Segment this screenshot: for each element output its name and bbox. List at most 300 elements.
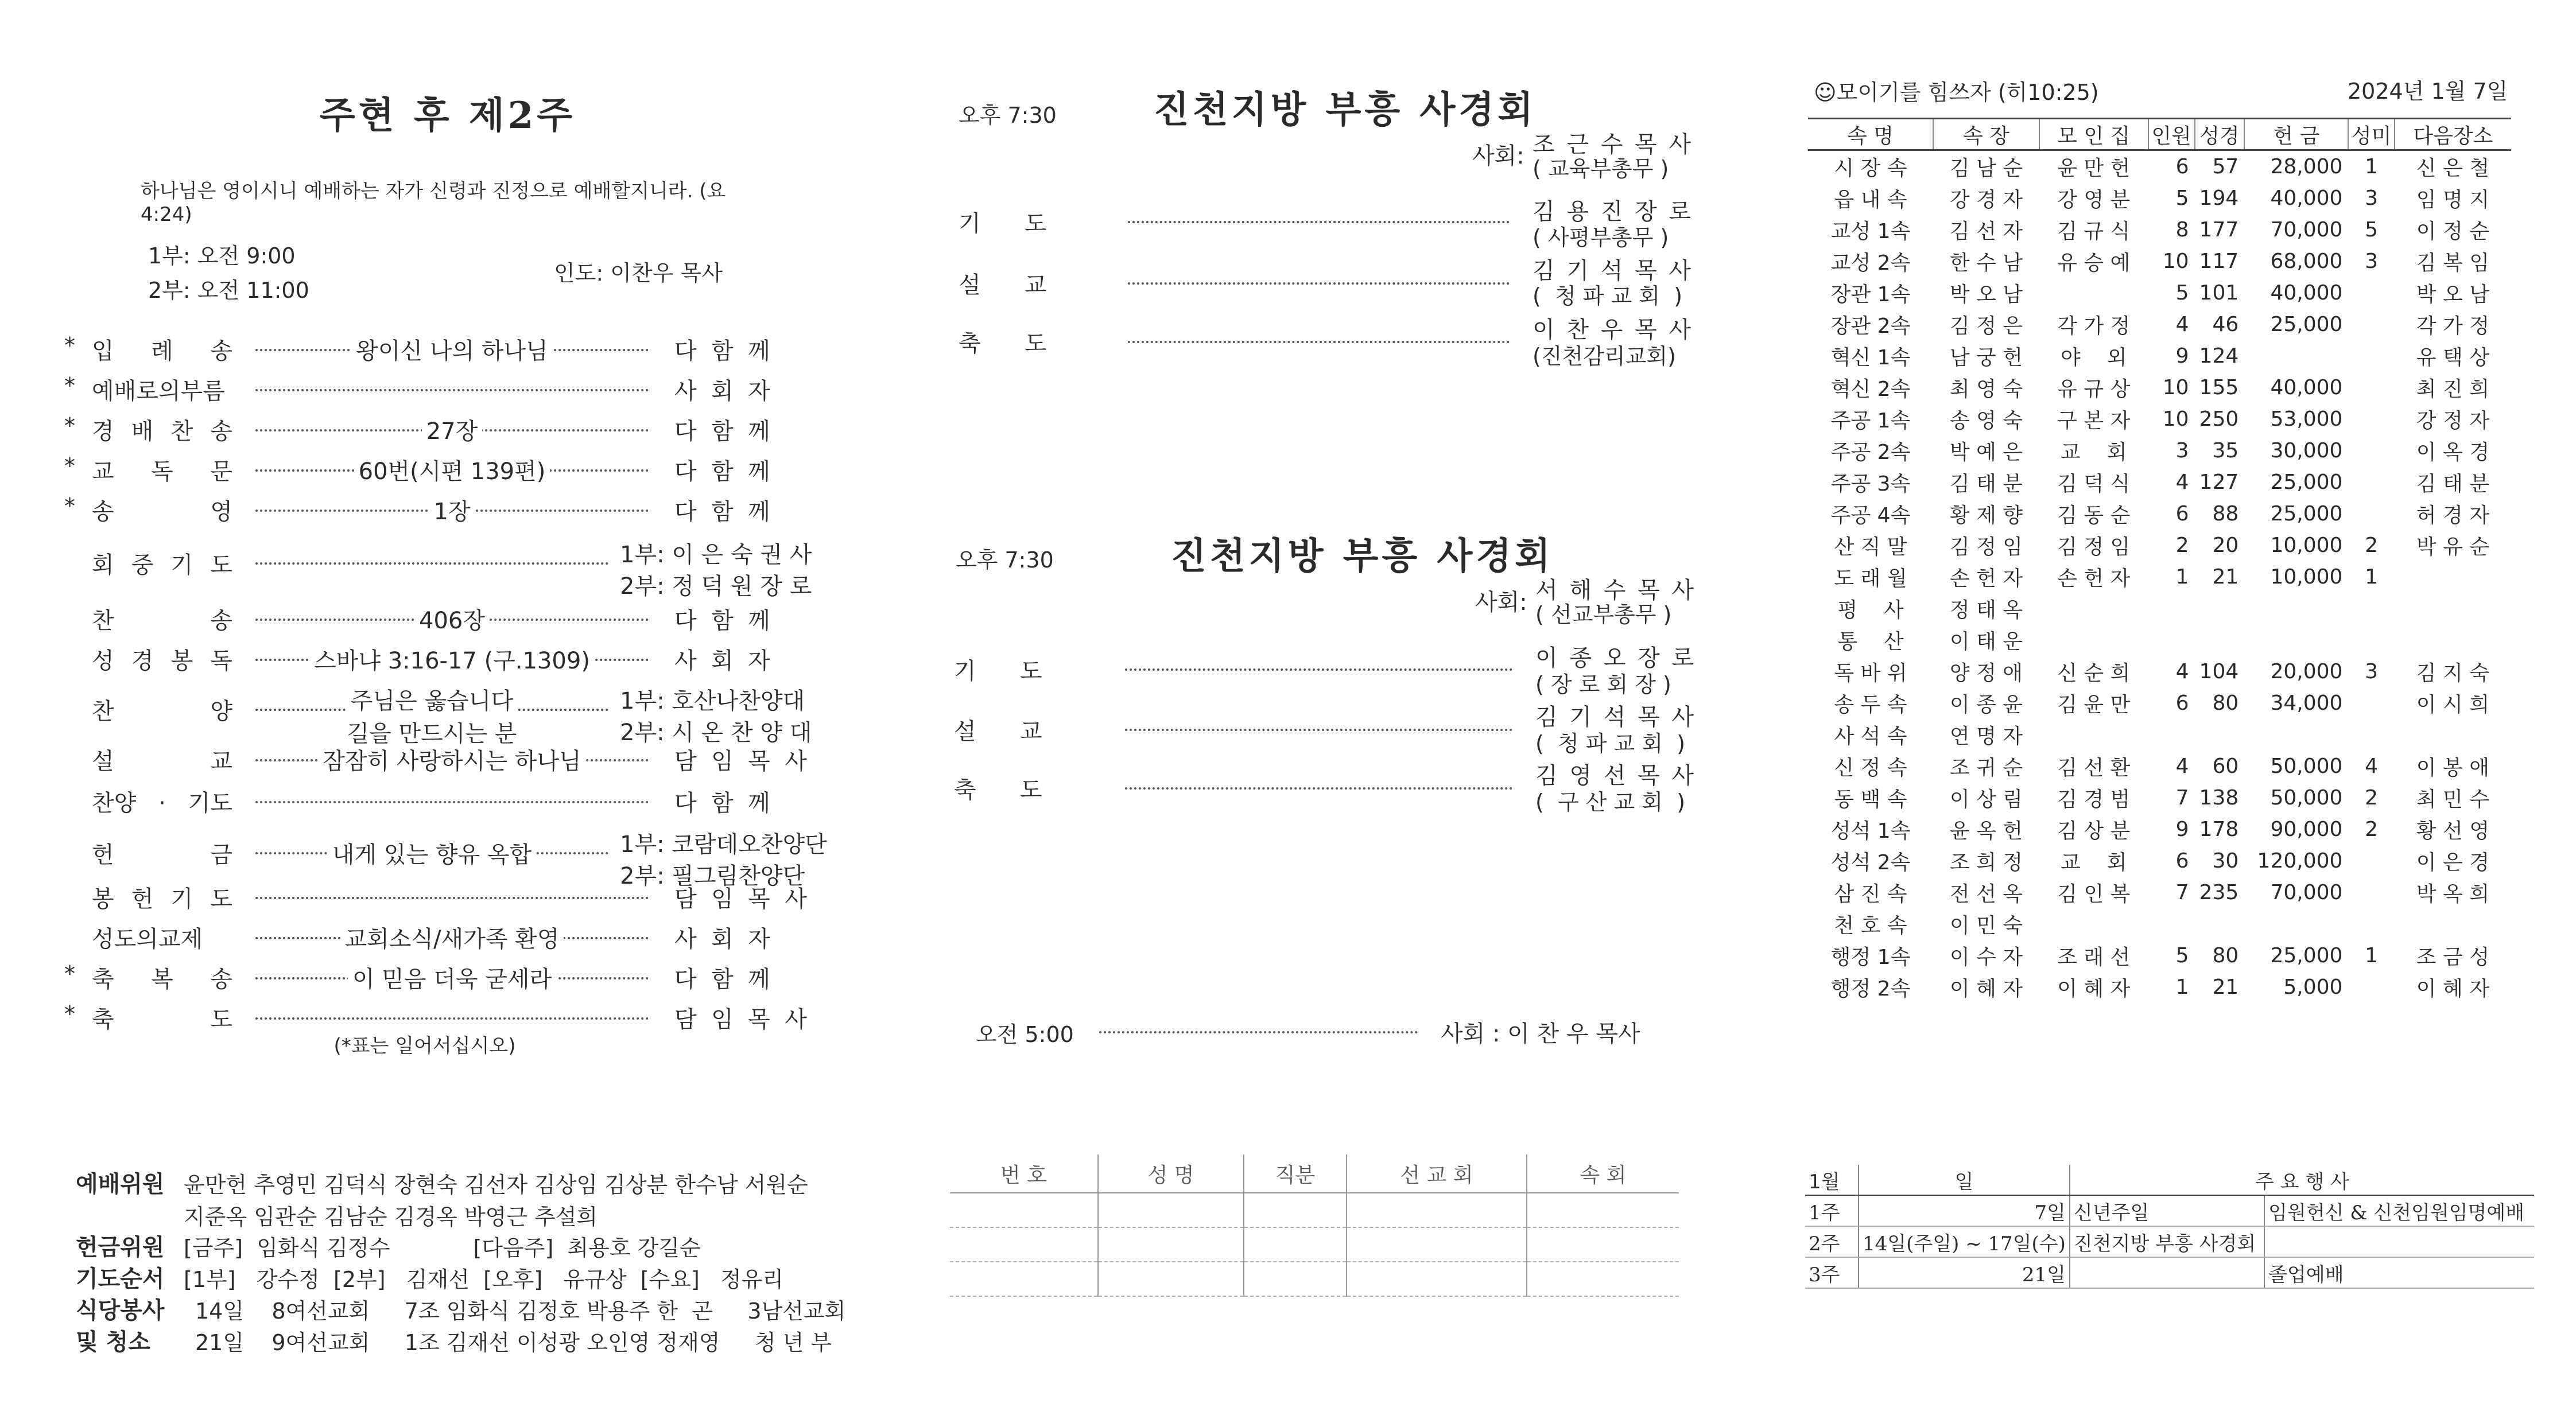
table-cell — [2348, 719, 2394, 751]
table-cell: 5,000 — [2283, 975, 2343, 999]
table-cell: 조 희 정 — [1949, 851, 2023, 874]
table-cell: 28,000 — [2270, 155, 2343, 178]
table-cell: 6 — [2175, 155, 2189, 178]
order-content: 길을 만드시는 분 — [343, 721, 522, 747]
order-person: 사 회 자 — [674, 378, 770, 405]
table-cell: 138 — [2199, 786, 2239, 810]
table-cell: 유 택 상 — [2416, 346, 2489, 370]
table-cell: 손 헌 자 — [2057, 567, 2131, 590]
table-cell: 전 선 옥 — [1949, 882, 2023, 906]
table-cell — [2395, 719, 2511, 751]
order-person: 2부: 필그림찬양단 — [620, 863, 805, 889]
schedule-cell: 2주 — [1805, 1226, 1859, 1257]
table-cell: 김 덕 식 — [2057, 472, 2131, 496]
table-cell — [2039, 624, 2148, 656]
leader-dots — [1125, 668, 1512, 671]
table-row — [1808, 782, 2511, 814]
table-cell: 김 정 임 — [2057, 535, 2131, 559]
table-cell: 9 — [2175, 818, 2189, 841]
meeting-time: 오후 7:30 — [959, 103, 1057, 128]
table-cell: 박 유 순 — [2416, 535, 2489, 559]
order-person: 2부: 시 온 찬 양 대 — [620, 720, 812, 746]
table-cell — [2348, 624, 2394, 656]
item-role: ( 사평부총무 ) — [1533, 225, 1669, 250]
schedule-cell: 졸업예배 — [2264, 1257, 2534, 1288]
table-cell: 3 — [2365, 250, 2379, 273]
table-cell: 박 옥 희 — [2416, 882, 2489, 906]
table-cell: 8 — [2175, 218, 2189, 242]
host-name: 서 해 수 목 사 — [1535, 577, 1697, 604]
order-content: 교회소식/새가족 환영 — [340, 926, 564, 952]
order-person: 1부: 코람데오찬양단 — [620, 831, 827, 858]
table-cell: 윤 만 헌 — [2057, 157, 2131, 180]
host-role: ( 교육부총무 ) — [1533, 156, 1669, 181]
table-cell: 117 — [2199, 250, 2239, 273]
table-cell: 10,000 — [2270, 565, 2343, 589]
table-cell — [2348, 372, 2394, 403]
table-cell: 김 상 분 — [2057, 819, 2131, 843]
schedule-cell: 3주 — [1805, 1257, 1859, 1288]
table-cell: 70,000 — [2270, 881, 2343, 904]
table-cell: 21 — [2212, 975, 2239, 999]
table-cell: 177 — [2199, 218, 2239, 242]
table-cell: 임 명 지 — [2416, 188, 2489, 212]
stand-marker: * — [64, 961, 75, 986]
table-cell: 120,000 — [2257, 849, 2343, 873]
table-cell: 주공 4속 — [1830, 504, 1911, 527]
table-cell: 88 — [2212, 502, 2239, 526]
table-cell: 4 — [2175, 471, 2189, 494]
table-cell: 주공 3속 — [1830, 472, 1911, 496]
schedule-cell: 7일 — [1859, 1195, 2070, 1226]
table-cell: 101 — [2199, 281, 2239, 305]
table-cell: 53,000 — [2270, 407, 2343, 431]
meeting-time: 오후 7:30 — [956, 547, 1054, 573]
table-cell: 김 규 식 — [2057, 220, 2131, 243]
table-row — [1808, 940, 2511, 971]
order-content: 주님은 옳습니다 — [346, 688, 518, 714]
table-cell: 80 — [2212, 944, 2239, 967]
schedule-table — [1805, 1165, 2534, 1289]
table-cell — [2395, 908, 2511, 940]
table-cell: 주공 2속 — [1830, 441, 1911, 464]
table-cell — [2395, 624, 2511, 656]
schedule-cell — [2070, 1257, 2264, 1288]
visitor-row — [950, 1193, 1679, 1227]
table-cell — [2039, 277, 2148, 309]
table-cell — [2348, 593, 2394, 624]
item-name: 김 용 진 장 로 — [1533, 199, 1694, 225]
leader-dots — [1099, 1031, 1418, 1033]
table-cell: 10 — [2162, 376, 2189, 399]
table-cell: 이 상 림 — [1949, 788, 2023, 811]
committee-label: 헌금위원 — [76, 1234, 165, 1261]
table-row — [1808, 403, 2511, 435]
table-cell: 60 — [2212, 755, 2239, 778]
table-row — [1808, 814, 2511, 845]
order-person: 담 임 목 사 — [674, 748, 807, 775]
table-row — [1808, 561, 2511, 593]
table-cell — [2348, 498, 2394, 530]
table-cell: 5 — [2175, 281, 2189, 305]
attendance-header: ☺모이기를 힘쓰자 (히10:25) — [1814, 80, 2099, 105]
table-cell: 송 두 속 — [1834, 693, 1907, 717]
committee-label: 식당봉사 — [76, 1297, 165, 1324]
order-label: 축 도 — [92, 1006, 232, 1033]
table-cell: 강 정 자 — [2416, 409, 2489, 433]
schedule-row — [1805, 1226, 2534, 1257]
order-person: 다 함 께 — [674, 458, 770, 485]
table-cell: 양 정 애 — [1949, 662, 2023, 685]
table-cell: 50,000 — [2270, 755, 2343, 778]
table-cell: 3 — [2175, 439, 2189, 462]
bulletin-date: 2024년 1월 7일 — [2348, 79, 2508, 104]
item-role: ( 구 산 교 회 ) — [1535, 790, 1686, 815]
committee-text: 21일 9여선교회 1조 김재선 이성광 오인영 정재영 청 년 부 — [195, 1330, 832, 1355]
table-cell: 이 시 희 — [2416, 693, 2489, 717]
table-row — [1808, 182, 2511, 214]
table-cell: 70,000 — [2270, 218, 2343, 242]
schedule-row — [1805, 1195, 2534, 1226]
table-cell: 교 회 — [2061, 441, 2127, 464]
table-cell: 성석 1속 — [1830, 819, 1911, 843]
table-row — [1808, 498, 2511, 530]
stand-marker: * — [64, 1001, 75, 1027]
order-person: 담 임 목 사 — [674, 1006, 807, 1033]
leader-dots — [1128, 341, 1510, 343]
table-cell: 104 — [2199, 660, 2239, 683]
table-cell — [2348, 845, 2394, 877]
table-cell: 김 선 환 — [2057, 756, 2131, 780]
table-cell: 신 순 희 — [2057, 662, 2131, 685]
table-cell: 김 정 은 — [1949, 314, 2023, 338]
table-cell: 삼 진 속 — [1834, 882, 1907, 906]
table-cell: 최 민 수 — [2416, 788, 2489, 811]
table-cell — [2348, 435, 2394, 466]
table-row — [1808, 246, 2511, 277]
item-name: 이 종 오 장 로 — [1535, 645, 1697, 671]
table-row — [1808, 340, 2511, 372]
table-cell: 10,000 — [2270, 534, 2343, 557]
table-cell — [2039, 719, 2148, 751]
table-cell — [2348, 340, 2394, 372]
order-person: 2부: 정 덕 원 장 로 — [620, 573, 812, 600]
table-cell: 장관 1속 — [1830, 283, 1911, 306]
order-label: 예배로의부름 — [92, 378, 225, 405]
order-label: 경 배 찬 송 — [92, 418, 232, 445]
committee-label: 및 청소 — [76, 1329, 150, 1355]
table-cell: 3 — [2365, 660, 2379, 683]
table-cell — [2348, 971, 2394, 1003]
table-cell: 독 바 위 — [1834, 662, 1907, 685]
table-cell: 사 석 속 — [1834, 725, 1907, 748]
committee-label: 기도순서 — [76, 1266, 165, 1292]
order-label: 입 례 송 — [92, 338, 232, 364]
table-row — [1808, 877, 2511, 908]
table-cell: 조 래 선 — [2057, 946, 2131, 969]
table-row — [1808, 624, 2511, 656]
table-cell: 각 가 정 — [2416, 314, 2489, 338]
visitor-header: 번 호 — [950, 1154, 1098, 1193]
table-cell: 주공 1속 — [1830, 409, 1911, 433]
table-cell: 산 직 말 — [1834, 535, 1907, 559]
table-cell: 46 — [2212, 313, 2239, 336]
table-cell: 30,000 — [2270, 439, 2343, 462]
table-row — [1808, 214, 2511, 246]
table-cell: 250 — [2199, 407, 2239, 431]
table-cell: 21 — [2212, 565, 2239, 589]
order-label: 헌 금 — [92, 842, 232, 868]
table-row — [1808, 435, 2511, 466]
table-cell — [2348, 277, 2394, 309]
visitor-header: 선 교 회 — [1347, 1154, 1527, 1193]
order-person: 다 함 께 — [674, 790, 770, 817]
leader-dots — [255, 1017, 649, 1020]
order-person: 1부: 이 은 숙 권 사 — [620, 542, 812, 568]
item-name: 김 기 석 목 사 — [1533, 258, 1694, 284]
stand-marker: * — [64, 333, 75, 358]
table-cell: 9 — [2175, 344, 2189, 368]
table-cell: 손 헌 자 — [1949, 567, 2023, 590]
leader-dots — [1128, 282, 1510, 285]
table-cell: 30 — [2212, 849, 2239, 873]
order-person: 다 함 께 — [674, 608, 770, 634]
leader-dots — [255, 897, 649, 899]
stand-marker: * — [64, 373, 75, 398]
table-cell: 7 — [2175, 786, 2189, 810]
order-content: 내게 있는 향유 옥합 — [328, 842, 536, 868]
item-label: 축 도 — [954, 777, 1042, 803]
table-cell: 이 민 숙 — [1949, 914, 2023, 938]
attendance-header-cell: 모 인 집 — [2039, 119, 2148, 150]
committee-text: 윤만헌 추영민 김덕식 장현숙 김선자 김상임 김상분 한수남 서원순 — [184, 1172, 808, 1198]
order-label: 설 교 — [92, 748, 232, 775]
table-cell: 7 — [2175, 881, 2189, 904]
table-cell: 6 — [2175, 502, 2189, 526]
table-cell: 김 동 순 — [2057, 504, 2131, 527]
table-cell: 2 — [2175, 534, 2189, 557]
table-cell — [2348, 877, 2394, 908]
schedule-cell: 14일(주일) ~ 17일(수) — [1859, 1226, 2070, 1257]
table-cell: 김 인 복 — [2057, 882, 2131, 906]
schedule-header: 1월 — [1805, 1165, 1859, 1195]
table-cell: 3 — [2365, 186, 2379, 210]
table-cell: 194 — [2199, 186, 2239, 210]
schedule-cell: 21일 — [1859, 1257, 2070, 1288]
schedule-header: 일 — [1859, 1165, 2070, 1195]
table-cell: 25,000 — [2270, 471, 2343, 494]
table-cell: 신 정 속 — [1834, 756, 1907, 780]
table-cell — [2348, 908, 2394, 940]
table-cell: 유 규 상 — [2057, 378, 2131, 401]
table-cell: 김 윤 만 — [2057, 693, 2131, 717]
table-cell: 김 정 임 — [1949, 535, 2023, 559]
table-cell: 김 선 자 — [1949, 220, 2023, 243]
visitor-row — [950, 1262, 1679, 1296]
attendance-table — [1808, 118, 2511, 1003]
table-cell: 통 산 — [1837, 630, 1904, 654]
leader-dots — [1125, 787, 1512, 790]
committee-text: [1부] 강수정 [2부] 김재선 [오후] 유규상 [수요] 정유리 — [184, 1267, 784, 1292]
table-cell: 178 — [2199, 818, 2239, 841]
table-cell — [2039, 593, 2148, 624]
table-cell: 황 선 영 — [2416, 819, 2489, 843]
item-label: 기 도 — [959, 211, 1047, 237]
table-cell: 박 오 남 — [1949, 283, 2023, 306]
table-cell: 10 — [2162, 407, 2189, 431]
table-cell — [2148, 908, 2195, 940]
item-name: 이 찬 우 목 사 — [1533, 317, 1694, 343]
order-label: 회 중 기 도 — [92, 552, 232, 578]
order-content: 1장 — [429, 499, 475, 525]
table-cell: 2 — [2365, 534, 2379, 557]
schedule-cell — [2264, 1226, 2534, 1257]
page-title: 주현 후 제2주 — [319, 94, 576, 137]
attendance-header-cell: 성경 — [2195, 119, 2245, 150]
item-label: 설 교 — [959, 272, 1047, 298]
table-row — [1808, 719, 2511, 751]
table-cell: 행정 1속 — [1830, 946, 1911, 969]
table-cell — [2039, 908, 2148, 940]
dawn-time: 오전 5:00 — [976, 1022, 1074, 1047]
item-name: 김 기 석 목 사 — [1535, 704, 1697, 730]
order-content: 이 믿음 더욱 굳세라 — [348, 966, 556, 993]
table-cell: 5 — [2175, 944, 2189, 967]
host-name: 조 근 수 목 사 — [1533, 131, 1694, 158]
table-cell: 40,000 — [2270, 376, 2343, 399]
table-cell: 50,000 — [2270, 786, 2343, 810]
table-cell — [2244, 719, 2348, 751]
table-cell: 80 — [2212, 691, 2239, 715]
order-content: 60번(시편 139편) — [354, 458, 550, 485]
table-cell: 박 오 남 — [2416, 283, 2489, 306]
schedule-cell: 신년주일 — [2070, 1195, 2264, 1226]
meeting-title: 진천지방 부흥 사경회 — [1171, 535, 1554, 578]
table-cell: 교 회 — [2061, 851, 2127, 874]
visitor-header: 직분 — [1244, 1154, 1347, 1193]
visitor-table — [950, 1154, 1679, 1297]
order-label: 교 독 문 — [92, 458, 232, 485]
order-person: 다 함 께 — [674, 966, 770, 993]
stand-marker: * — [64, 413, 75, 438]
table-cell: 25,000 — [2270, 313, 2343, 336]
table-cell: 40,000 — [2270, 281, 2343, 305]
table-cell: 윤 옥 헌 — [1949, 819, 2023, 843]
stand-note: (*표는 일어서십시오) — [333, 1035, 516, 1057]
table-cell: 송 영 숙 — [1949, 409, 2023, 433]
table-cell: 강 영 분 — [2057, 188, 2131, 212]
attendance-header-cell: 인원 — [2148, 119, 2195, 150]
table-row — [1808, 687, 2511, 719]
schedule-cell: 임원헌신 & 신천임원임명예배 — [2264, 1195, 2534, 1226]
table-cell — [2195, 719, 2245, 751]
table-cell — [2348, 466, 2394, 498]
order-label: 송 영 — [92, 499, 232, 525]
table-cell: 1 — [2365, 944, 2379, 967]
table-cell: 도 래 월 — [1834, 567, 1907, 590]
table-cell: 혁신 2속 — [1830, 378, 1911, 401]
table-cell: 각 가 정 — [2057, 314, 2131, 338]
table-cell: 강 경 자 — [1949, 188, 2023, 212]
table-cell: 4 — [2175, 660, 2189, 683]
attendance-header-cell: 속 장 — [1933, 119, 2039, 150]
item-label: 설 교 — [954, 718, 1042, 745]
table-cell: 허 경 자 — [2416, 504, 2489, 527]
table-cell — [2244, 908, 2348, 940]
table-cell: 20 — [2212, 534, 2239, 557]
order-content: 왕이신 나의 하나님 — [351, 338, 553, 364]
table-cell: 20,000 — [2270, 660, 2343, 683]
table-cell: 장관 2속 — [1830, 314, 1911, 338]
order-person: 사 회 자 — [674, 648, 770, 674]
table-cell — [2395, 561, 2511, 593]
table-cell: 한 수 남 — [1949, 251, 2023, 275]
table-cell: 박 예 은 — [1949, 441, 2023, 464]
table-cell: 조 금 성 — [2416, 946, 2489, 969]
visitor-header: 속 회 — [1527, 1154, 1679, 1193]
table-cell: 이 수 자 — [1949, 946, 2023, 969]
table-cell: 68,000 — [2270, 250, 2343, 273]
table-cell: 김 복 임 — [2416, 251, 2489, 275]
dawn-host: 사회 : 이 찬 우 목사 — [1441, 1021, 1640, 1047]
host-label: 사회: — [1475, 589, 1527, 616]
table-cell: 6 — [2175, 691, 2189, 715]
table-cell: 읍 내 속 — [1834, 188, 1907, 212]
table-cell: 90,000 — [2270, 818, 2343, 841]
order-person: 다 함 께 — [674, 499, 770, 525]
table-cell — [2395, 593, 2511, 624]
table-cell: 4 — [2175, 755, 2189, 778]
order-person: 다 함 께 — [674, 338, 770, 364]
table-row — [1808, 908, 2511, 940]
stand-marker: * — [64, 453, 75, 479]
table-cell: 57 — [2212, 155, 2239, 178]
table-cell: 1 — [2365, 155, 2379, 178]
table-cell — [2348, 309, 2394, 340]
schedule-row — [1805, 1257, 2534, 1288]
table-cell: 35 — [2212, 439, 2239, 462]
table-cell: 김 태 분 — [2416, 472, 2489, 496]
table-row — [1808, 277, 2511, 309]
table-cell: 남 궁 헌 — [1949, 346, 2023, 370]
host-label: 사회: — [1472, 143, 1524, 169]
table-cell: 야 외 — [2061, 346, 2127, 370]
committee-label: 예배위원 — [76, 1171, 165, 1198]
item-role: ( 장 로 회 장 ) — [1535, 672, 1671, 697]
table-cell: 교성 2속 — [1830, 251, 1911, 275]
table-cell: 천 호 속 — [1834, 914, 1907, 938]
table-cell: 이 옥 경 — [2416, 441, 2489, 464]
table-cell: 이 태 운 — [1949, 630, 2023, 654]
order-content: 406장 — [414, 608, 490, 634]
table-cell — [2148, 719, 2195, 751]
order-content: 스바냐 3:16-17 (구.1309) — [309, 648, 595, 674]
leader-dots — [1128, 221, 1510, 223]
worship-leader: 인도: 이찬우 목사 — [554, 261, 723, 286]
table-row — [1808, 971, 2511, 1003]
attendance-header-cell: 성미 — [2348, 119, 2394, 150]
table-cell: 127 — [2199, 471, 2239, 494]
order-person: 담 임 목 사 — [674, 886, 807, 912]
committee-text: 지준옥 임관순 김남순 김경옥 박영근 추설희 — [184, 1204, 598, 1230]
order-content: 27장 — [422, 418, 483, 445]
item-role: ( 청 파 교 회 ) — [1533, 283, 1683, 309]
schedule-cell: 1주 — [1805, 1195, 1859, 1226]
table-row — [1808, 593, 2511, 624]
table-cell: 평 사 — [1837, 598, 1904, 622]
order-label: 축 복 송 — [92, 966, 232, 993]
table-cell: 행정 2속 — [1830, 977, 1911, 1001]
